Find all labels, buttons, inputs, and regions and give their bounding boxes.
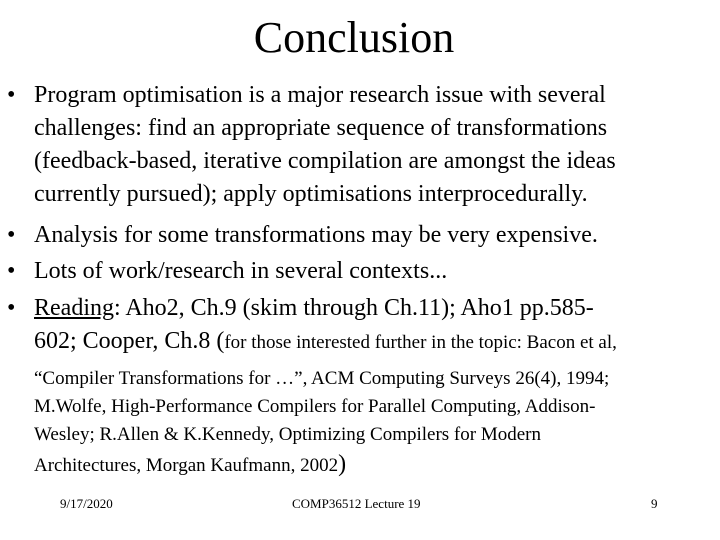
bullet-icon: •: [7, 82, 16, 108]
bullet-icon: •: [7, 258, 16, 284]
bullet-text-line: challenges: find an appropriate sequence of transformations: [34, 115, 608, 141]
bullet-text-line: (feedback-based, iterative compilation are amongst the ideas: [34, 148, 616, 174]
closing-paren: ): [338, 451, 347, 477]
bullet-icon: •: [7, 295, 16, 321]
reading-line-2-small-text: for those interested further in the topic: Bacon et al,: [224, 332, 617, 353]
reference-line: “Compiler Transformations for …”, ACM Computing Surveys 26(4), 1994;: [34, 368, 610, 389]
bullet-text-line: currently pursued); apply optimisations interprocedurally.: [34, 181, 588, 207]
footer-page-number: 9: [651, 496, 658, 511]
bullet-text-line: Program optimisation is a major research issue with several: [34, 82, 606, 108]
slide-title: Conclusion: [253, 13, 455, 62]
reference-line: Wesley; R.Allen & K.Kennedy, Optimizing Compilers for Modern: [34, 424, 541, 445]
reading-line-1: [34, 293, 594, 323]
bullet-icon: •: [7, 222, 16, 248]
reading-line-2-text: 602; Cooper, Ch.8 (: [34, 328, 225, 354]
footer-course: COMP36512 Lecture 19: [292, 496, 421, 511]
reference-last-line: [34, 449, 346, 481]
reference-line: M.Wolfe, High-Performance Compilers for Parallel Computing, Addison-: [34, 396, 596, 417]
bullet-text-line: Analysis for some transformations may be very expensive.: [34, 222, 598, 248]
footer-date: 9/17/2020: [60, 496, 113, 511]
reading-label: Reading: [34, 295, 114, 321]
reading-line-1-text: : Aho2, Ch.9 (skim through Ch.11); Aho1 pp.585-: [113, 295, 594, 321]
reference-last-line-text: Architectures, Morgan Kaufmann, 2002: [34, 455, 339, 476]
reading-line-2: [34, 326, 617, 358]
bullet-text-line: Lots of work/research in several contexts...: [34, 258, 448, 284]
